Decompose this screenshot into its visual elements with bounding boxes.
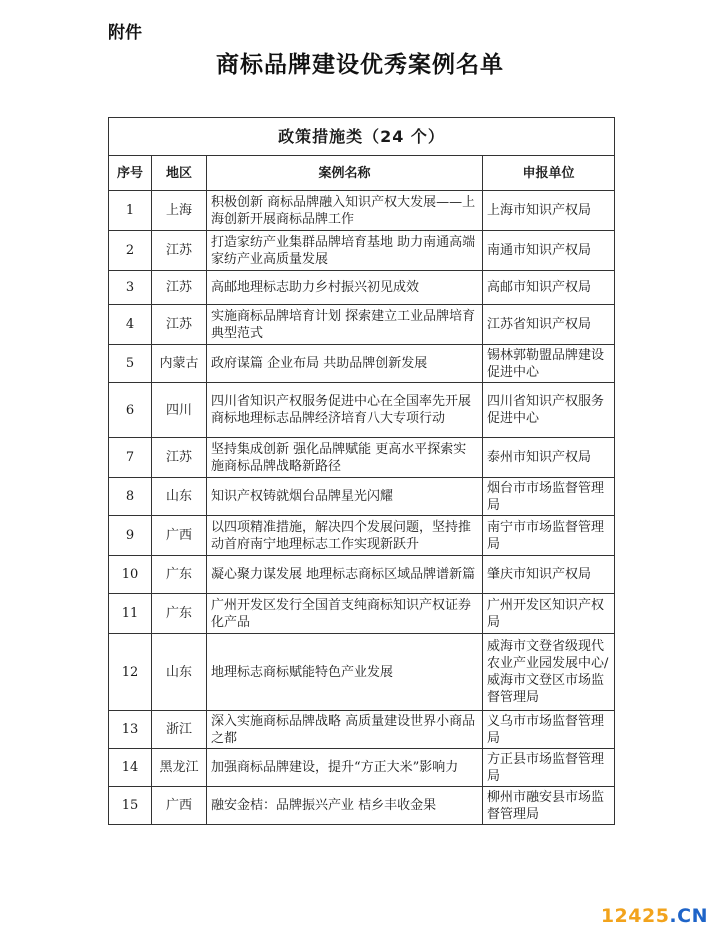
row-unit: 泰州市知识产权局: [483, 438, 615, 478]
row-unit: 南宁市市场监督管理局: [483, 516, 615, 556]
row-region: 江苏: [152, 305, 207, 345]
table-row: [109, 383, 615, 438]
table-row: [109, 787, 615, 825]
row-case-name: 以四项精准措施，解决四个发展问题，坚持推动首府南宁地理标志工作实现新跃升: [207, 516, 483, 556]
row-region: 广东: [152, 556, 207, 594]
row-unit: 广州开发区知识产权局: [483, 594, 615, 634]
row-number: 8: [109, 478, 152, 516]
row-unit: 方正县市场监督管理局: [483, 749, 615, 787]
table-row: [109, 516, 615, 556]
row-case-name: 政府谋篇 企业布局 共助品牌创新发展: [207, 345, 483, 383]
row-unit: 义乌市市场监督管理局: [483, 711, 615, 749]
row-region: 山东: [152, 634, 207, 711]
table-row: [109, 594, 615, 634]
row-case-name: 知识产权铸就烟台品牌星光闪耀: [207, 478, 483, 516]
table-row: [109, 634, 615, 711]
row-region: 广西: [152, 516, 207, 556]
table-row: [109, 271, 615, 305]
row-case-name: 广州开发区发行全国首支纯商标知识产权证券化产品: [207, 594, 483, 634]
row-number: 13: [109, 711, 152, 749]
row-region: 江苏: [152, 438, 207, 478]
row-case-name: 融安金桔：品牌振兴产业 桔乡丰收金果: [207, 787, 483, 825]
row-number: 12: [109, 634, 152, 711]
header-case: 案例名称: [207, 156, 483, 191]
table-row: [109, 305, 615, 345]
row-number: 9: [109, 516, 152, 556]
header-region: 地区: [152, 156, 207, 191]
row-case-name: 深入实施商标品牌战略 高质量建设世界小商品之都: [207, 711, 483, 749]
row-number: 4: [109, 305, 152, 345]
row-region: 江苏: [152, 231, 207, 271]
row-unit: 柳州市融安县市场监督管理局: [483, 787, 615, 825]
row-unit: 四川省知识产权服务促进中心: [483, 383, 615, 438]
row-case-name: 实施商标品牌培育计划 探索建立工业品牌培育典型范式: [207, 305, 483, 345]
row-region: 广西: [152, 787, 207, 825]
row-case-name: 打造家纺产业集群品牌培育基地 助力南通高端家纺产业高质量发展: [207, 231, 483, 271]
row-region: 山东: [152, 478, 207, 516]
row-number: 3: [109, 271, 152, 305]
row-case-name: 坚持集成创新 强化品牌赋能 更高水平探索实施商标品牌战略新路径: [207, 438, 483, 478]
row-unit: 肇庆市知识产权局: [483, 556, 615, 594]
header-no: 序号: [109, 156, 152, 191]
row-number: 11: [109, 594, 152, 634]
row-case-name: 四川省知识产权服务促进中心在全国率先开展商标地理标志品牌经济培育八大专项行动: [207, 383, 483, 438]
row-case-name: 加强商标品牌建设，提升“方正大米”影响力: [207, 749, 483, 787]
row-number: 6: [109, 383, 152, 438]
row-case-name: 地理标志商标赋能特色产业发展: [207, 634, 483, 711]
row-unit: 高邮市知识产权局: [483, 271, 615, 305]
site-watermark: 12425.CN: [600, 905, 708, 927]
row-number: 7: [109, 438, 152, 478]
row-number: 10: [109, 556, 152, 594]
row-number: 15: [109, 787, 152, 825]
cases-table: [108, 117, 615, 825]
table-row: [109, 231, 615, 271]
row-region: 江苏: [152, 271, 207, 305]
category-header: 政策措施类（24 个）: [109, 118, 615, 156]
row-region: 内蒙古: [152, 345, 207, 383]
row-case-name: 凝心聚力谋发展 地理标志商标区域品牌谱新篇: [207, 556, 483, 594]
row-case-name: 积极创新 商标品牌融入知识产权大发展——上海创新开展商标品牌工作: [207, 191, 483, 231]
annex-label: 附件: [108, 23, 142, 43]
row-number: 2: [109, 231, 152, 271]
row-region: 上海: [152, 191, 207, 231]
row-number: 5: [109, 345, 152, 383]
table-body: [109, 191, 615, 825]
row-region: 四川: [152, 383, 207, 438]
header-unit: 申报单位: [483, 156, 615, 191]
table-row: [109, 438, 615, 478]
row-region: 浙江: [152, 711, 207, 749]
row-unit: 锡林郭勒盟品牌建设促进中心: [483, 345, 615, 383]
row-region: 广东: [152, 594, 207, 634]
row-case-name: 高邮地理标志助力乡村振兴初见成效: [207, 271, 483, 305]
table-row: [109, 556, 615, 594]
row-unit: 南通市知识产权局: [483, 231, 615, 271]
row-unit: 上海市知识产权局: [483, 191, 615, 231]
table-row: [109, 478, 615, 516]
row-number: 1: [109, 191, 152, 231]
table-row: [109, 191, 615, 231]
table-row: [109, 345, 615, 383]
table-row: [109, 749, 615, 787]
table-row: [109, 711, 615, 749]
row-unit: 烟台市市场监督管理局: [483, 478, 615, 516]
page-title: 商标品牌建设优秀案例名单: [216, 52, 504, 78]
row-unit: 威海市文登省级现代农业产业园发展中心/威海市文登区市场监督管理局: [483, 634, 615, 711]
row-region: 黑龙江: [152, 749, 207, 787]
row-unit: 江苏省知识产权局: [483, 305, 615, 345]
row-number: 14: [109, 749, 152, 787]
